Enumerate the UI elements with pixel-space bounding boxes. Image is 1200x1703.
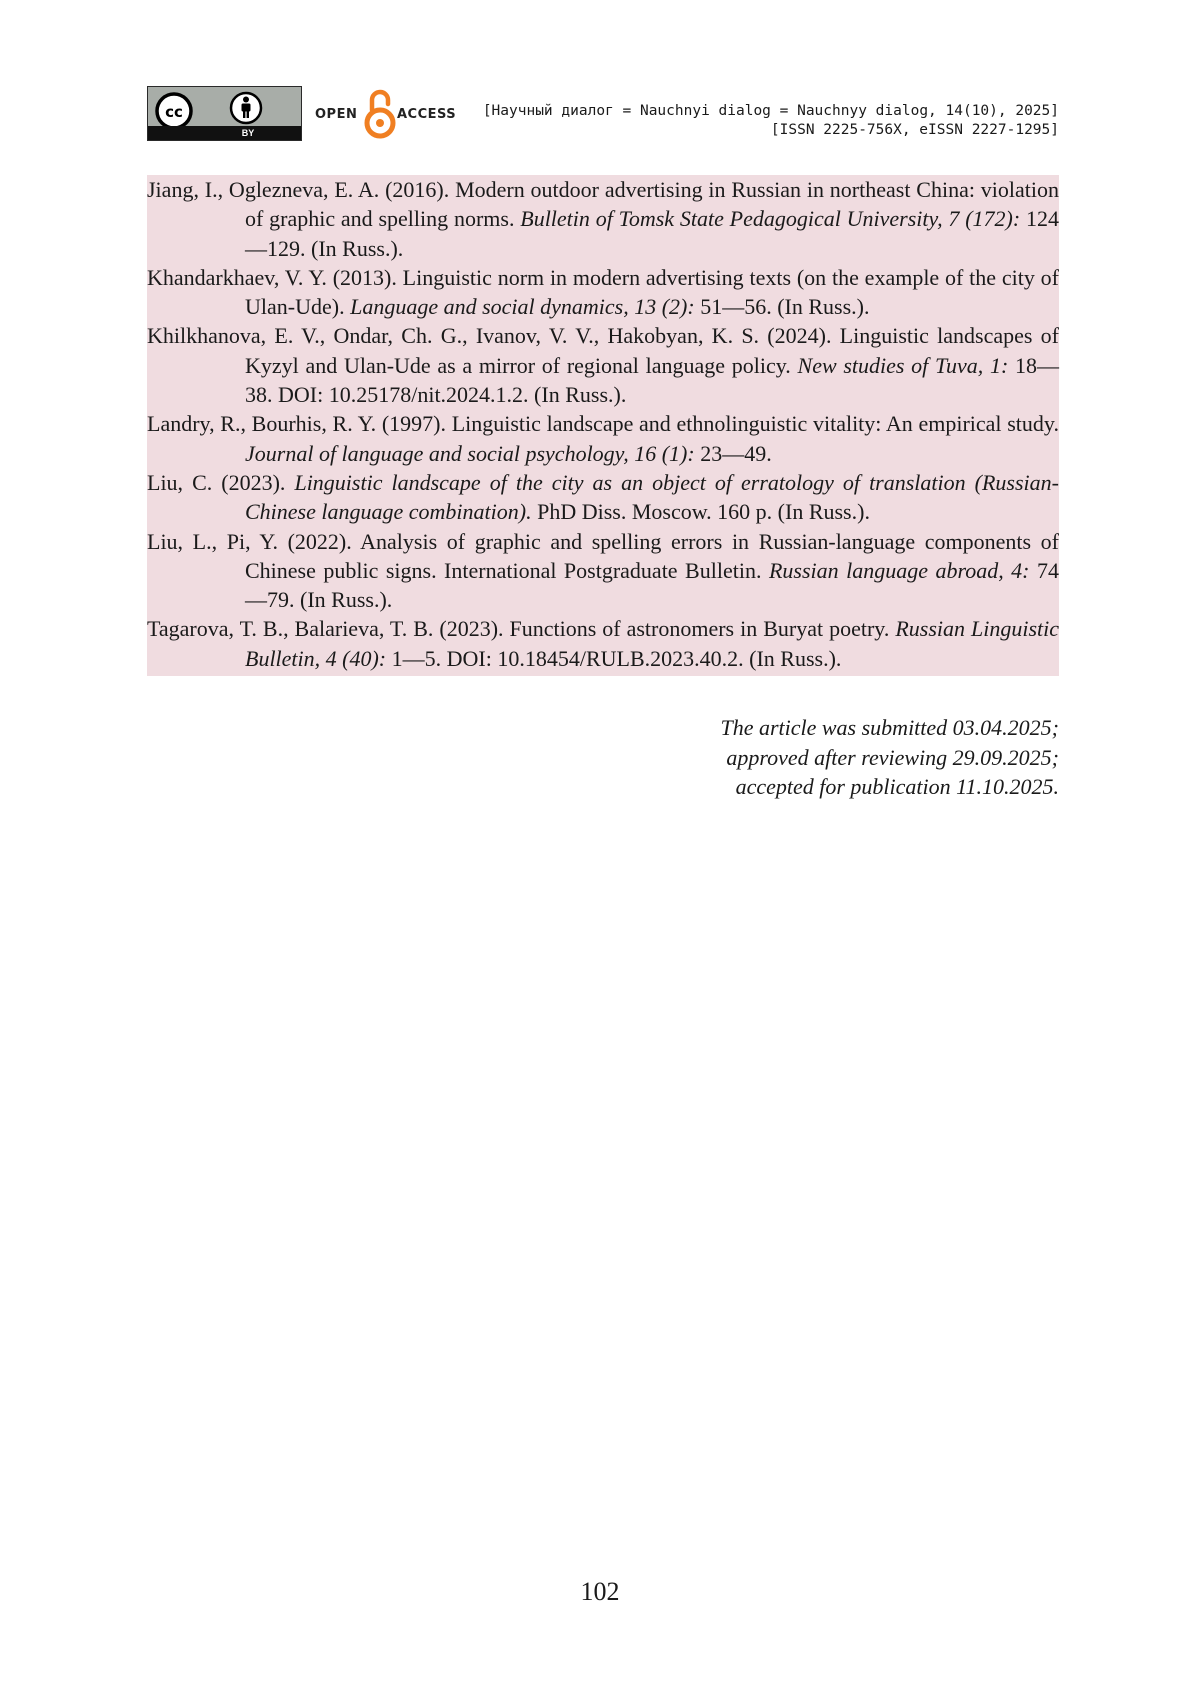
reference-source: Journal of language and social psychology, 16 (1): <box>245 440 695 466</box>
accepted-date: accepted for publication 11.10.2025. <box>735 774 1059 799</box>
reference-text: Landry, R., Bourhis, R. Y. (1997). Linguistic landscape and ethnolinguistic vitality: An empirical study. <box>147 411 1059 437</box>
reference-source: Language and social dynamics, 13 (2): <box>350 294 695 320</box>
issn-line: [ISSN 2225-756X, eISSN 2227-1295] <box>770 122 1059 138</box>
cc-mark: cc <box>165 103 183 121</box>
open-access-lock-icon <box>363 86 397 142</box>
reference-source: Bulletin of Tomsk State Pedagogical University, 7 (172): <box>520 206 1021 232</box>
reference-item <box>147 468 1059 527</box>
submitted-date: The article was submitted 03.04.2025; <box>720 715 1059 740</box>
cc-by-license-badge[interactable] <box>147 86 302 141</box>
article-dates-note <box>720 713 1059 802</box>
open-access-right-word: ACCESS <box>397 107 457 122</box>
reference-text: Jiang, I., Oglezneva, E. A. (2016). Modern outdoor advertising in Russian in northeast China: violation of graphic and spelling norms. <box>147 177 1059 232</box>
reference-item <box>147 527 1059 615</box>
page-header <box>147 86 1059 142</box>
by-label: BY <box>241 128 255 138</box>
reference-pages: 23—49. <box>694 440 772 466</box>
reference-source: New studies of Tuva, 1: <box>797 352 1009 378</box>
reference-item <box>147 175 1059 263</box>
journal-line: [Научный диалог = Nauchnyi dialog = Nauchnyy dialog, 14(10), 2025] <box>482 103 1059 119</box>
reference-item <box>147 263 1059 322</box>
reference-source: Russian Linguistic Bulletin, 4 (40): <box>245 616 1059 671</box>
reference-text: Khilkhanova, E. V., Ondar, Ch. G., Ivanov, V. V., Hakobyan, K. S. (2024). Linguistic landscapes of Kyzyl and Ulan-Ude as a mirror of regional language policy. <box>147 323 1059 378</box>
reference-pages: 51—56. (In Russ.). <box>694 294 870 320</box>
reference-source: Russian language abroad, 4: <box>768 557 1030 583</box>
reference-pages: 74—79. (In Russ.). <box>245 557 1059 613</box>
approved-date: approved after reviewing 29.09.2025; <box>726 744 1059 770</box>
attribution-person-icon <box>228 90 264 126</box>
reference-pages: 124—129. (In Russ.). <box>245 206 1059 261</box>
reference-list <box>147 175 1059 676</box>
reference-text: Liu, L., Pi, Y. (2022). Analysis of graphic and spelling errors in Russian-language components of Chinese public signs. International Postgraduate Bulletin. <box>147 528 1059 583</box>
open-access-left-word: OPEN <box>315 107 358 122</box>
reference-text: Khandarkhaev, V. Y. (2013). Linguistic norm in modern advertising texts (on the example of the city of Ulan-Ude). <box>147 264 1059 320</box>
reference-item <box>147 409 1059 468</box>
reference-pages: PhD Diss. Moscow. 160 p. (In Russ.). <box>531 499 870 525</box>
creative-commons-icon <box>154 91 194 131</box>
page-number: 102 <box>580 1577 620 1606</box>
reference-text: Liu, C. (2023). <box>147 469 295 495</box>
journal-citation-info <box>483 102 1059 140</box>
by-band <box>148 126 301 140</box>
reference-text: Tagarova, T. B., Balarieva, T. B. (2023). Functions of astronomers in Buryat poetry. <box>147 616 896 642</box>
reference-item <box>147 614 1059 673</box>
reference-pages: 18—38. DOI: 10.25178/nit.2024.1.2. (In Russ.). <box>245 352 1060 408</box>
reference-pages: 1—5. DOI: 10.18454/RULB.2023.40.2. (In Russ.). <box>386 645 842 671</box>
reference-source: Linguistic landscape of the city as an object of erratology of translation (Russian-Chinese language combination). <box>245 469 1059 525</box>
open-access-logo[interactable] <box>315 86 465 142</box>
reference-item <box>147 321 1059 409</box>
